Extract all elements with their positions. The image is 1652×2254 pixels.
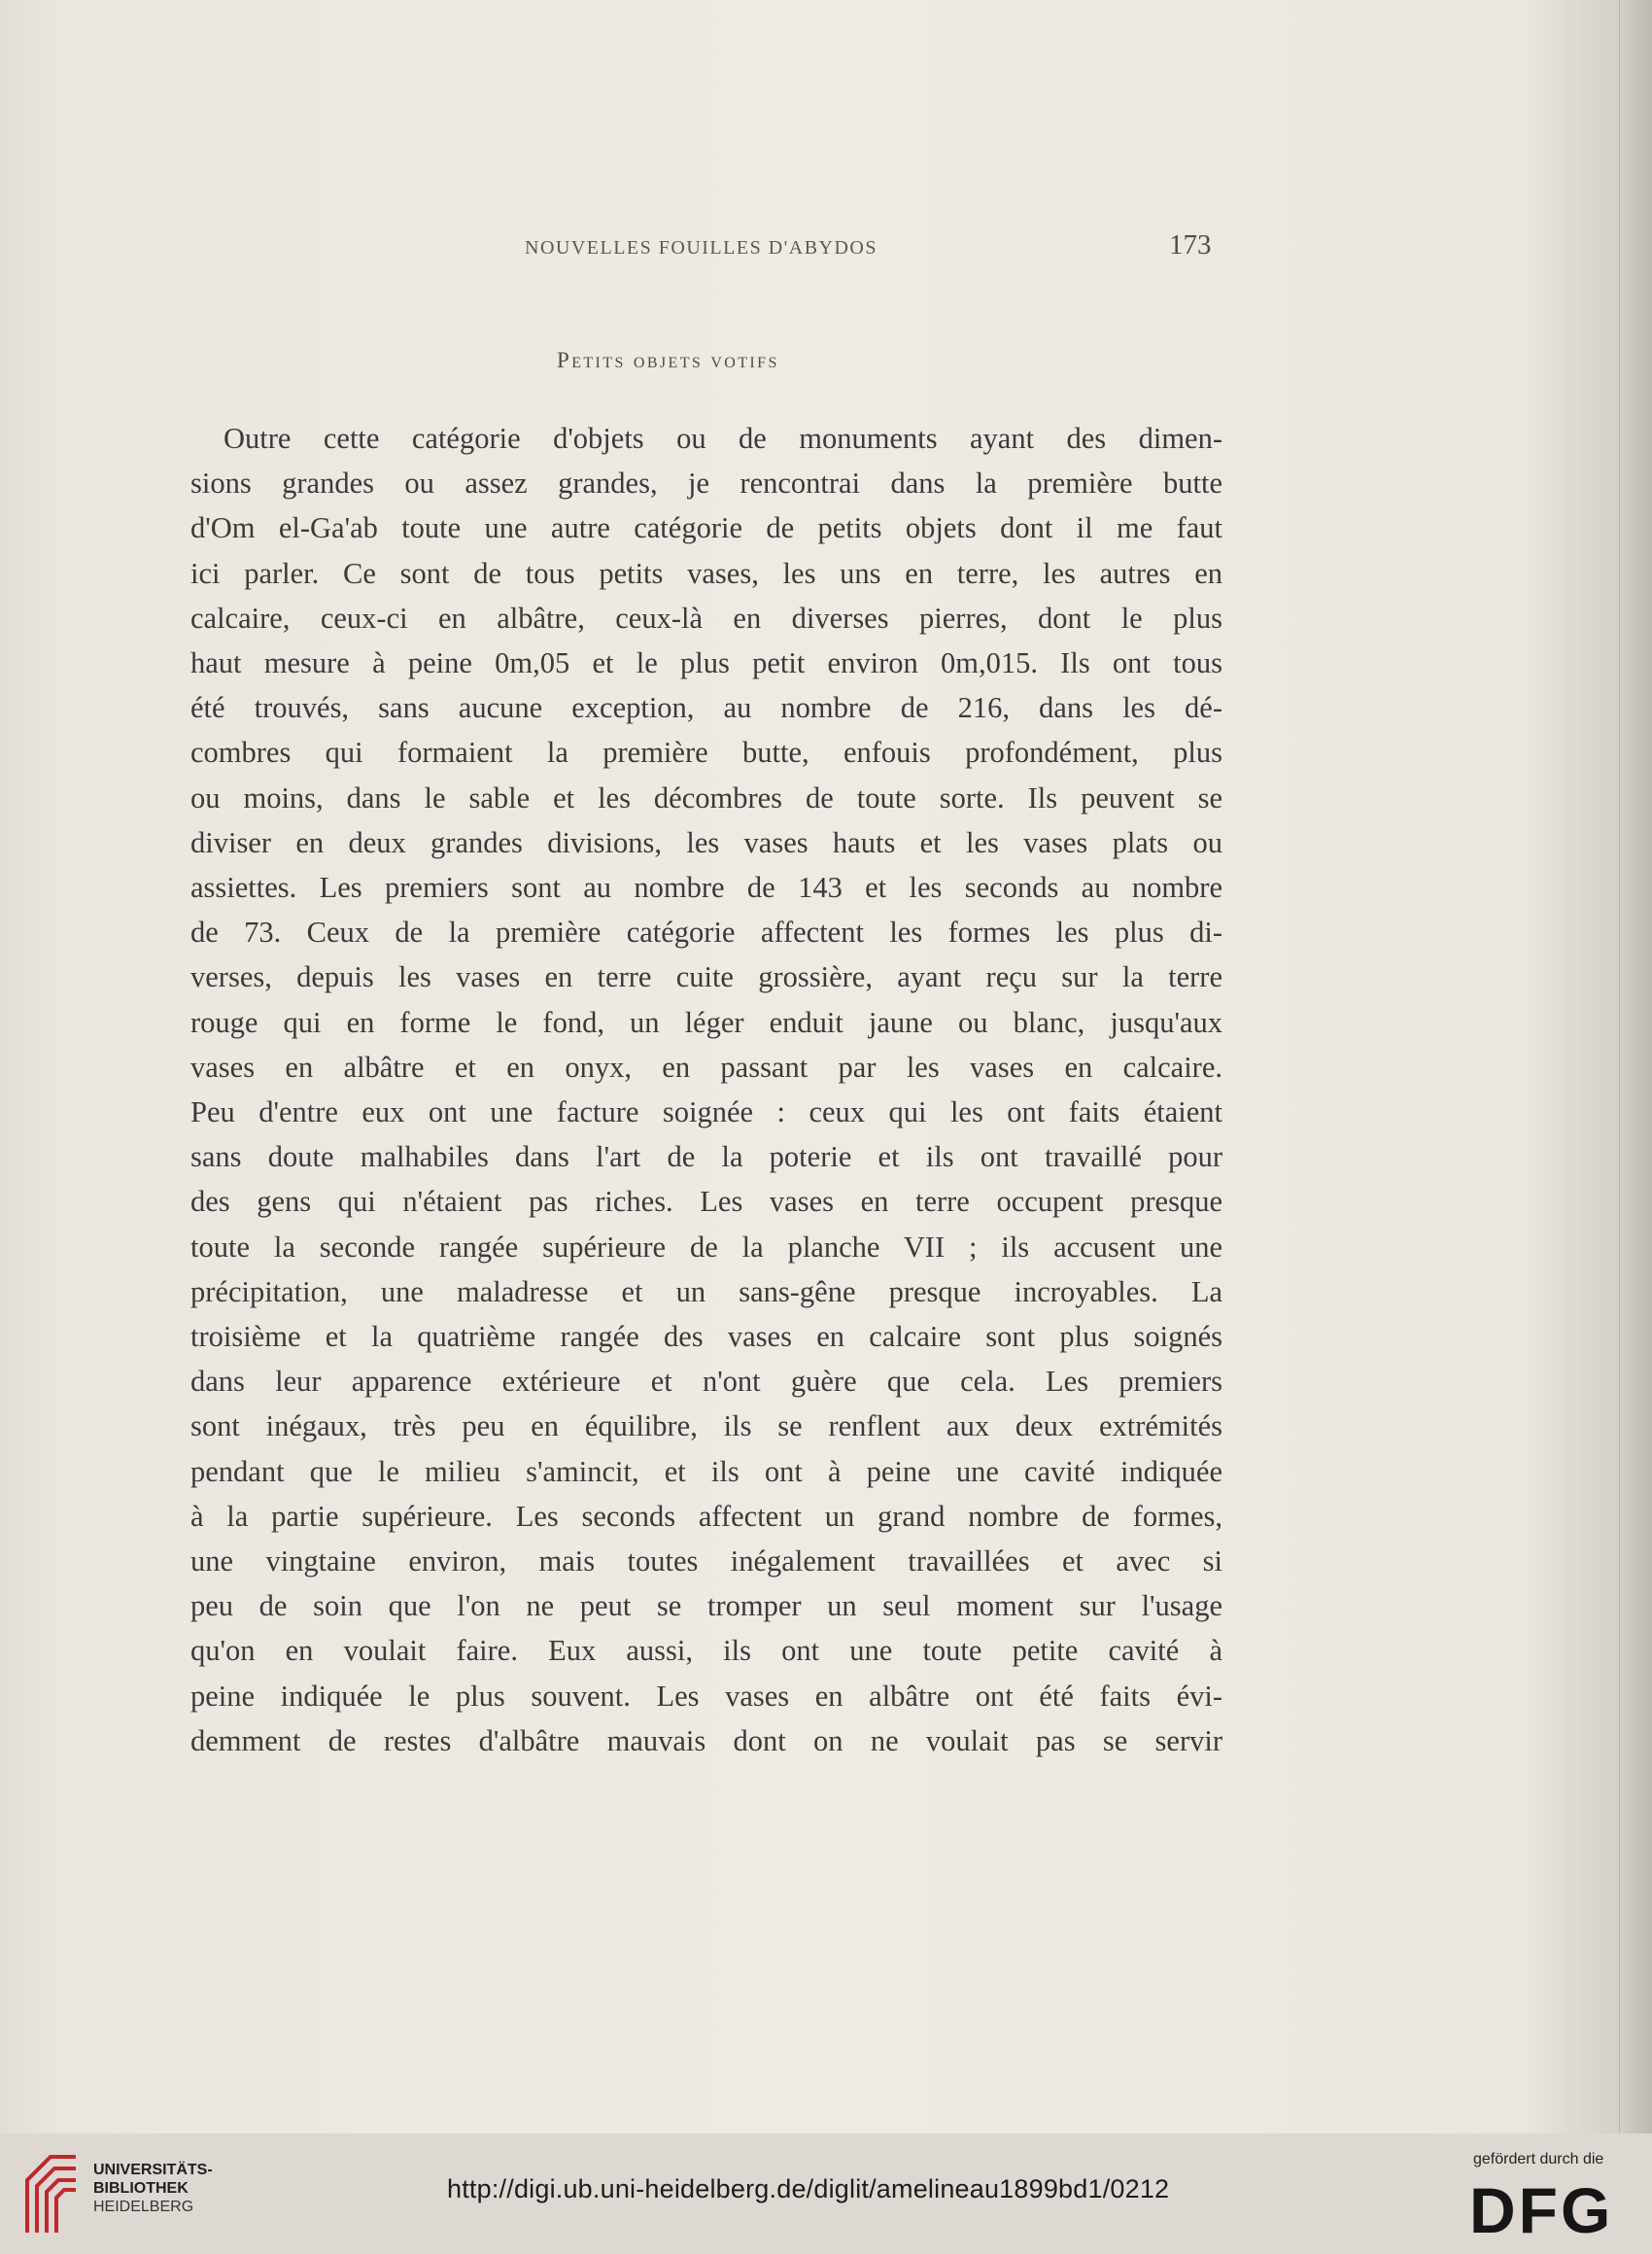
text-line: pendant que le milieu s'amincit, et ils ont à peine une cavité indiquée: [190, 1454, 1222, 1488]
text-line: Peu d'entre eux ont une facture soignée : ceux qui les ont faits étaient: [190, 1095, 1222, 1129]
text-line: ici parler. Ce sont de tous petits vases, les uns en terre, les autres en: [190, 556, 1222, 590]
text-line: rouge qui en forme le fond, un léger enduit jaune ou blanc, jusqu'aux: [190, 1005, 1222, 1039]
text-line: des gens qui n'étaient pas riches. Les vases en terre occupent presque: [190, 1185, 1222, 1219]
text-line: précipitation, une maladresse et un sans-gêne presque incroyables. La: [190, 1274, 1222, 1308]
text-line: à la partie supérieure. Les seconds affectent un grand nombre de formes,: [190, 1499, 1222, 1533]
library-name[interactable]: [93, 2161, 213, 2216]
text-line: d'Om el-Ga'ab toute une autre catégorie de petits objets dont il me faut: [190, 511, 1222, 545]
text-line: Outre cette catégorie d'objets ou de monuments ayant des dimen-: [224, 422, 1222, 455]
page-edge-shadow: [1619, 0, 1652, 2133]
text-line: sont inégaux, très peu en équilibre, ils se renflent aux deux extrémités: [190, 1409, 1222, 1443]
page-number: 173: [1169, 229, 1212, 260]
library-name-line: HEIDELBERG: [93, 2199, 194, 2215]
text-line: vases en albâtre et en onyx, en passant par les vases en calcaire.: [190, 1050, 1222, 1084]
text-line: de 73. Ceux de la première catégorie affectent les formes les plus di-: [190, 916, 1222, 950]
text-line: troisième et la quatrième rangée des vases en calcaire sont plus soignés: [190, 1320, 1222, 1354]
text-line: combres qui formaient la première butte, enfouis profondément, plus: [190, 736, 1222, 770]
text-line: diviser en deux grandes divisions, les vases hauts et les vases plats ou: [190, 825, 1222, 859]
library-name-line: BIBLIOTHEK: [93, 2180, 189, 2197]
permalink-url[interactable]: http://digi.ub.uni-heidelberg.de/diglit/amelineau1899bd1/0212: [447, 2174, 1170, 2203]
body-text: [190, 416, 1222, 1763]
text-line: une vingtaine environ, mais toutes inégalement travaillées et avec si: [190, 1544, 1222, 1578]
text-line: demment de restes d'albâtre mauvais dont on ne voulait pas se servir: [190, 1723, 1222, 1757]
text-line: ou moins, dans le sable et les décombres de toute sorte. Ils peuvent se: [190, 780, 1222, 815]
library-name-line: UNIVERSITÄTS-: [93, 2162, 213, 2178]
text-line: été trouvés, sans aucune exception, au nombre de 216, dans les dé-: [190, 691, 1222, 725]
text-line: verses, depuis les vases en terre cuite grossière, ayant reçu sur la terre: [190, 960, 1222, 994]
text-line: haut mesure à peine 0m,05 et le plus petit environ 0m,015. Ils ont tous: [190, 646, 1222, 680]
text-line: sions grandes ou assez grandes, je rencontrai dans la première butte: [190, 467, 1222, 501]
text-line: sans doute malhabiles dans l'art de la poterie et ils ont travaillé pour: [190, 1140, 1222, 1174]
funding-note: gefördert durch die: [1473, 2151, 1604, 2167]
text-line: peine indiquée le plus souvent. Les vases en albâtre ont été faits évi-: [190, 1679, 1222, 1713]
text-line: calcaire, ceux-ci en albâtre, ceux-là en diverses pierres, dont le plus: [190, 601, 1222, 635]
text-line: qu'on en voulait faire. Eux aussi, ils ont une toute petite cavité à: [190, 1634, 1222, 1668]
dfg-logo[interactable]: DFG: [1469, 2174, 1614, 2246]
text-line: peu de soin que l'on ne peut se tromper un seul moment sur l'usage: [190, 1589, 1222, 1623]
text-line: dans leur apparence extérieure et n'ont guère que cela. Les premiers: [190, 1365, 1222, 1399]
text-line: assiettes. Les premiers sont au nombre de 143 et les seconds au nombre: [190, 871, 1222, 905]
text-line: toute la seconde rangée supérieure de la planche VII ; ils accusent une: [190, 1230, 1222, 1264]
viewer-footer: [0, 2133, 1652, 2254]
university-library-logo-icon[interactable]: [21, 2151, 82, 2237]
section-title: Petits objets votifs: [557, 348, 779, 372]
running-head: NOUVELLES FOUILLES D'ABYDOS: [525, 237, 878, 259]
